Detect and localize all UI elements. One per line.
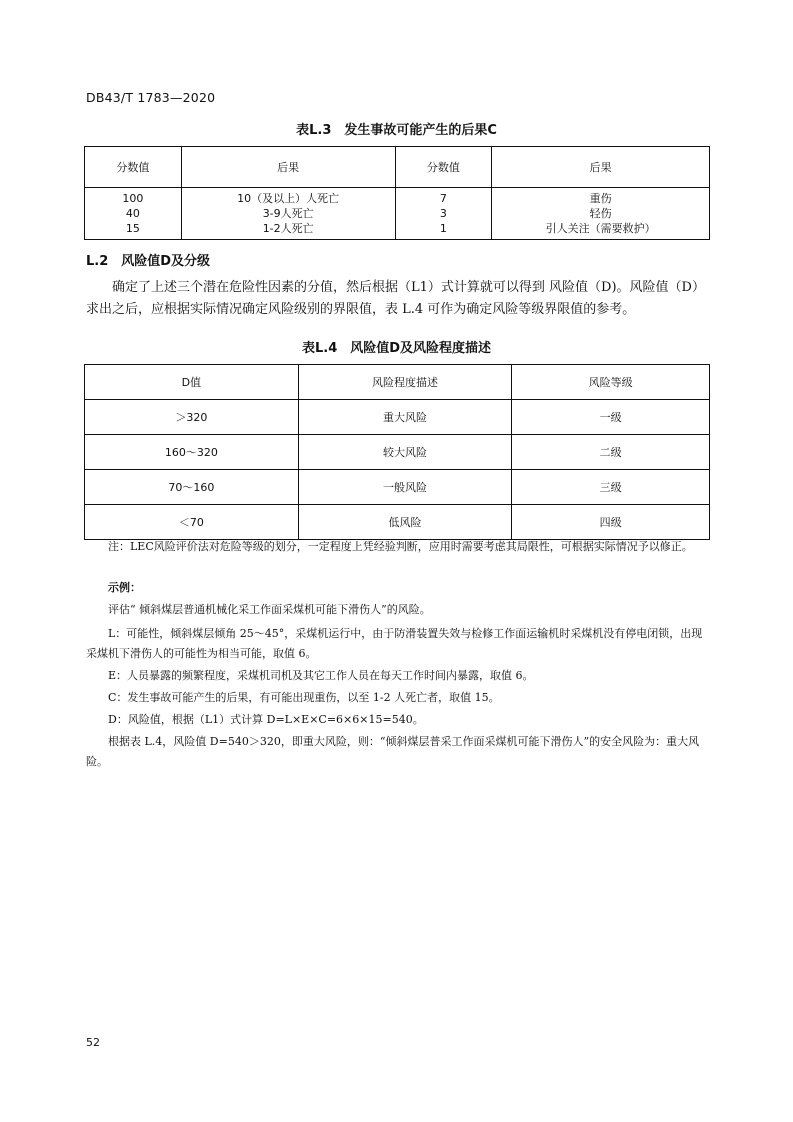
table-row [85,188,710,207]
table-cell: 二级 [512,435,710,470]
example-line: E：人员暴露的频繁程度，采煤机司机及其它工作人员在每天工作时间内暴露，取值 6。 [108,669,534,682]
example-title: 示例： [108,581,141,594]
table-cell: 一般风险 [298,470,512,505]
table-cell: 四级 [512,505,710,540]
document-code: DB43/T 1783—2020 [86,90,216,105]
table-row [85,470,710,505]
header-d-value: D值 [85,365,299,400]
table-header-row [85,365,710,400]
table-cell: 70～160 [85,470,299,505]
example-line: D：风险值，根据（L1）式计算 D=L×E×C=6×6×15=540。 [108,713,424,726]
header-risk-description: 风险程度描述 [298,365,512,400]
section-heading-l2: L.2 风险值D及分级 [86,254,211,269]
example-line: 评估“ 倾斜煤层普通机械化采工作面采煤机可能下滑伤人”的风险。 [108,603,431,616]
table-cell: 一级 [512,400,710,435]
example-line: L：可能性，倾斜煤层倾角 25～45°，采煤机运行中，由于防滑装置失效与检修工作面运输机时采煤机没有停电闭锁，出现采煤机下滑伤人的可能性为相当可能，取值 6。 [86,627,703,660]
table-cell: 3-9人死亡 [181,206,395,221]
page-number: 52 [86,1036,100,1049]
table-row [85,206,710,221]
table-cell: 40 [125,207,140,220]
table-row [85,435,710,470]
header-consequence-2: 后果 [492,147,710,188]
table-row [85,221,710,240]
table-cell: 低风险 [298,505,512,540]
table-cell: 较大风险 [298,435,512,470]
body-paragraph: 确定了上述三个潜在危险性因素的分值，然后根据（L1）式计算就可以得到 风险值（D)。风险值（D）求出之后，应根据实际情况确定风险级别的界限值，表 L.4 可作为确定风险等级界限值的参考。 [86,280,705,317]
example-line: C：发生事故可能产生的后果，有可能出现重伤，以至 1-2 人死亡者，取值 15。 [108,691,500,704]
table-note: 注：LEC风险评价法对危险等级的划分，一定程度上凭经验判断，应用时需要考虑其局限性，可根据实际情况予以修正。 [108,540,693,553]
table-cell: 轻伤 [492,206,710,221]
table-l4-caption: 表L.4 风险值D及风险程度描述 [301,341,492,356]
table-cell: 重伤 [492,188,710,207]
table-cell: 160～320 [85,435,299,470]
table-cell: 15 [125,222,140,235]
table-cell: ＞320 [85,400,299,435]
table-cell: 100 [122,192,144,205]
table-cell: 7 [395,188,492,207]
table-row [85,505,710,540]
table-cell: 1 [395,221,492,240]
table-cell: 引人关注（需要救护） [492,221,710,240]
table-cell: ＜70 [85,505,299,540]
table-header-row [85,147,710,188]
table-l4 [84,364,710,540]
header-risk-level: 风险等级 [512,365,710,400]
table-cell: 重大风险 [298,400,512,435]
table-l3-caption: 表L.3 发生事故可能产生的后果C [296,123,497,138]
header-consequence-1: 后果 [181,147,395,188]
table-cell: 三级 [512,470,710,505]
table-cell: 10（及以上）人死亡 [181,188,395,207]
table-row [85,400,710,435]
example-line: 根据表 L.4，风险值 D=540＞320，即重大风险，则：“倾斜煤层普采工作面采煤机可能下滑伤人”的安全风险为：重大风险。 [86,735,700,768]
table-l3 [84,146,710,240]
table-cell: 3 [395,206,492,221]
table-cell: 1-2人死亡 [181,221,395,240]
header-score-2: 分数值 [395,147,492,188]
header-score-1: 分数值 [85,147,182,188]
